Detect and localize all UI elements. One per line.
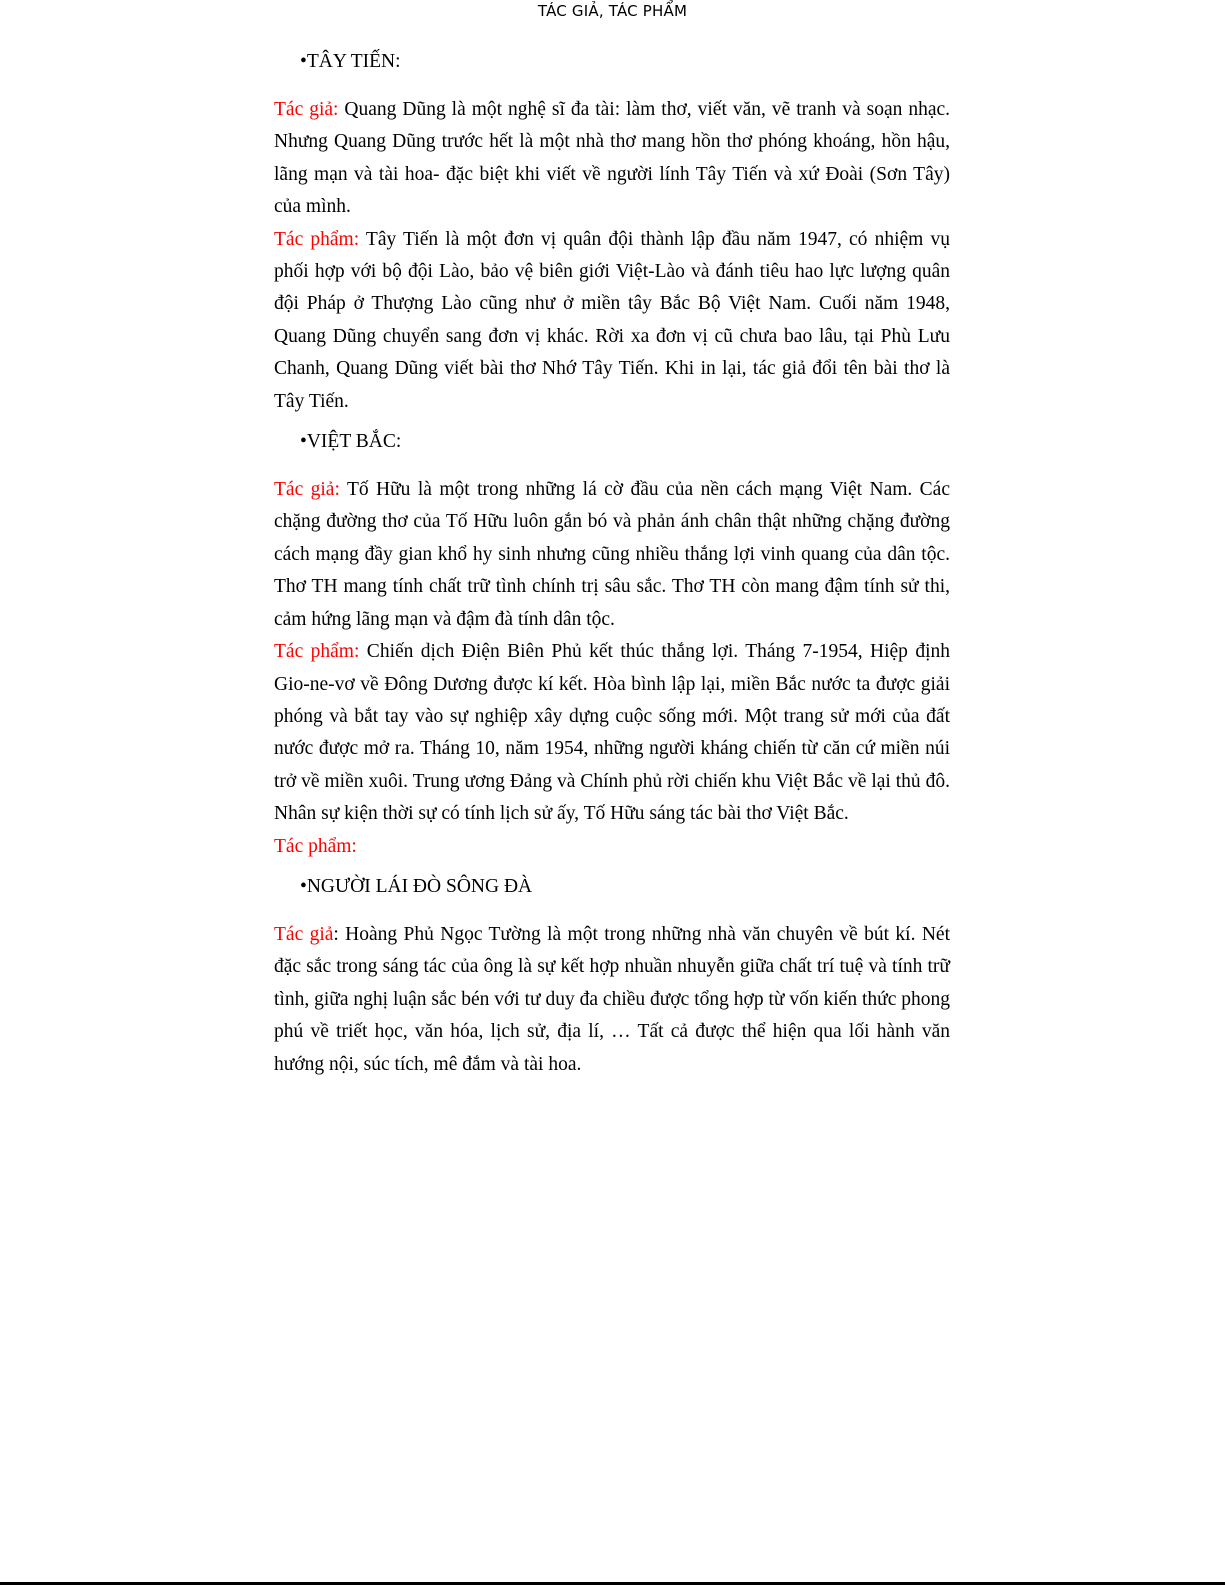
author-text: Tố Hữu là một trong những lá cờ đầu của nền cách mạng Việt Nam. Các chặng đường thơ của Tố Hữu luôn gắn bó và phản ánh chân thật những chặng đường cách mạng đầy gian khổ hy sinh nhưng cũng nhiều thắng lợi vinh quang của dân tộc. Thơ TH mang tính chất trữ tình chính trị sâu sắc. Thơ TH còn mang đậm tính sử thi, cảm hứng lãng mạn và đậm đà tính dân tộc. (274, 479, 950, 630)
work-paragraph-viet-bac (274, 636, 950, 830)
section-heading-viet-bac: •VIỆT BẮC: (300, 431, 402, 453)
author-paragraph-viet-bac (274, 474, 950, 636)
author-label: Tác giả: (274, 479, 340, 501)
work-paragraph-tay-tien (274, 224, 950, 418)
page-header (0, 0, 1225, 22)
work-paragraph-viet-bac-2 (274, 831, 950, 863)
document-body (274, 40, 950, 1081)
author-paragraph-tay-tien (274, 94, 950, 224)
author-label: Tác giả (274, 923, 334, 945)
author-label: Tác giả: (274, 99, 339, 120)
work-label: Tác phẩm: (274, 228, 360, 250)
work-text: Chiến dịch Điện Biên Phủ kết thúc thắng lợi. Tháng 7-1954, Hiệp định Gio-ne-vơ về Đông Dương được kí kết. Hòa bình lập lại, miền Bắc nước ta được giải phóng và bắt tay vào sự nghiệp xây dựng cuộc sống mới. Một trang sử mới của đất nước được mở ra. Tháng 10, năm 1954, những người kháng chiến từ căn cứ miền núi trở về miền xuôi. Trung ương Đảng và Chính phủ rời chiến khu Việt Bắc về lại thủ đô. Nhân sự kiện thời sự có tính lịch sử ấy, Tố Hữu sáng tác bài thơ Việt Bắc. (274, 641, 950, 825)
author-text: Quang Dũng là một nghệ sĩ đa tài: làm thơ, viết văn, vẽ tranh và soạn nhạc. Nhưng Quang Dũng trước hết là một nhà thơ mang hồn thơ phóng khoáng, hồn hậu, lãng mạn và tài hoa- đặc biệt khi viết về người lính Tây Tiến và xứ Đoài (Sơn Tây) của mình. (274, 99, 950, 218)
section-heading-tay-tien: •TÂY TIẾN: (300, 51, 401, 72)
work-label: Tác phẩm: (274, 641, 360, 663)
author-text: : Hoàng Phủ Ngọc Tường là một trong những nhà văn chuyên về bút kí. Nét đặc sắc trong sáng tác của ông là sự kết hợp nhuần nhuyễn giữa chất trí tuệ và tính trữ tình, giữa nghị luận sắc bén với tư duy đa chiều được tổng hợp từ vốn kiến thức phong phú về triết học, văn hóa, lịch sử, địa lí, … Tất cả được thể hiện qua lối hành văn hướng nội, súc tích, mê đắm và tài hoa. (274, 923, 950, 1075)
work-text: Tây Tiến là một đơn vị quân đội thành lập đầu năm 1947, có nhiệm vụ phối hợp với bộ đội Lào, bảo vệ biên giới Việt-Lào và đánh tiêu hao lực lượng quân đội Pháp ở Thượng Lào cũng như ở miền tây Bắc Bộ Việt Nam. Cuối năm 1948, Quang Dũng chuyển sang đơn vị khác. Rời xa đơn vị cũ chưa bao lâu, tại Phù Lưu Chanh, Quang Dũng viết bài thơ Nhớ Tây Tiến. Khi in lại, tác giả đổi tên bài thơ là Tây Tiến. (274, 228, 950, 412)
author-paragraph-nguoi-lai-do (274, 919, 950, 1081)
page-header-title: TÁC GIẢ, TÁC PHẨM (537, 2, 688, 20)
section-heading-nguoi-lai-do-song-da: •NGƯỜI LÁI ĐÒ SÔNG ĐÀ (300, 875, 533, 897)
work-label-2: Tác phẩm: (274, 835, 357, 857)
